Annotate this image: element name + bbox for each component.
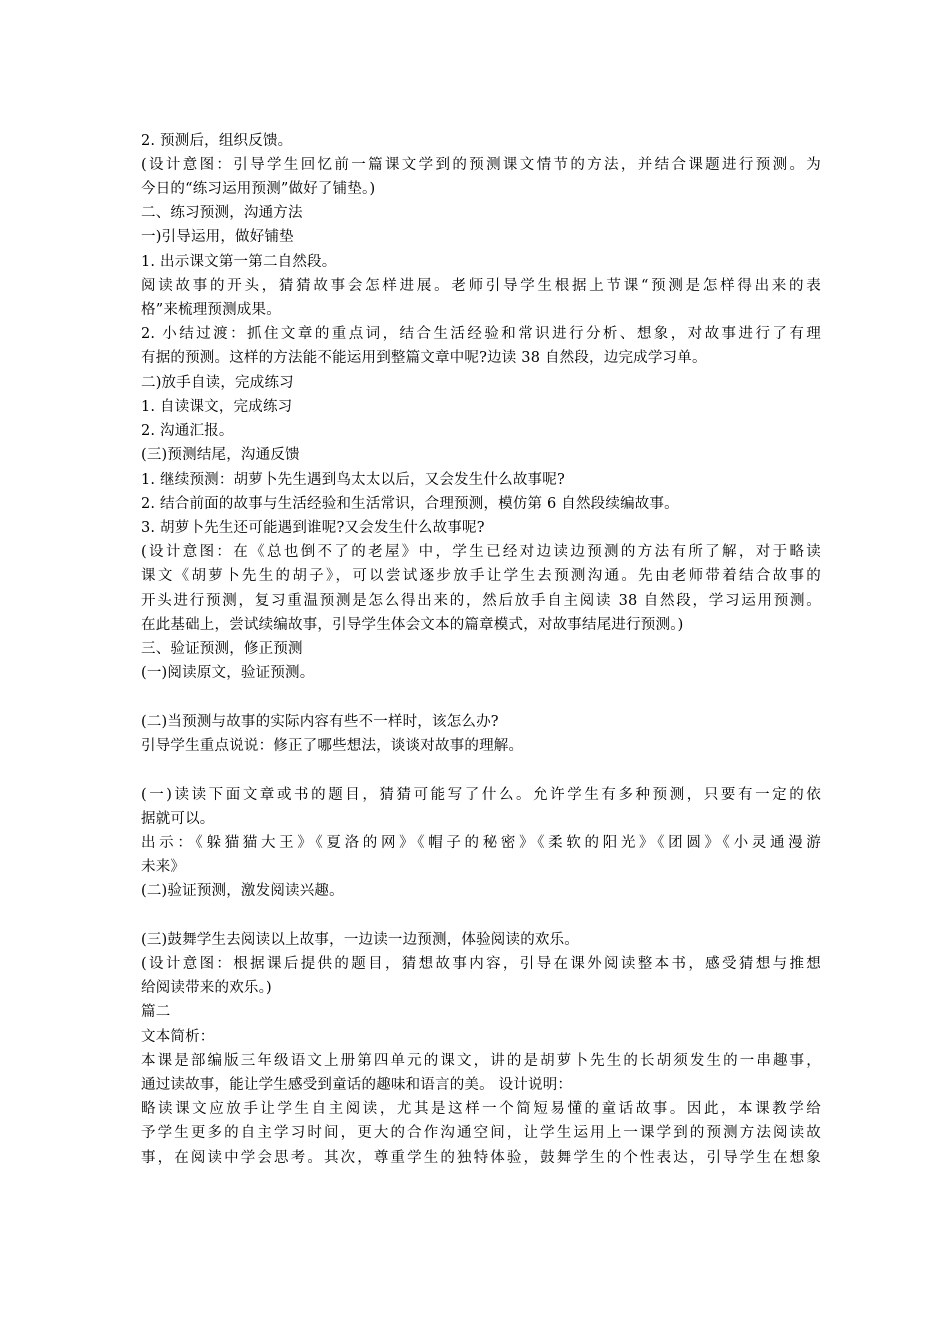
text-line: 3. 胡萝卜先生还可能遇到谁呢?又会发生什么故事呢?	[141, 520, 485, 536]
text-line: 有据的预测。这样的方法能不能运用到整篇文章中呢?边读 38 自然段，边完成学习单。	[141, 350, 707, 366]
text-line: 予学生更多的自主学习时间，更大的合作沟通空间，让学生运用上一课学到的预测方法阅读故	[141, 1125, 821, 1141]
text-line: 在此基础上，尝试续编故事，引导学生体会文本的篇章模式，对故事结尾进行预测。)	[141, 617, 684, 633]
text-line: 2. 预测后，组织反馈。	[141, 133, 293, 149]
text-line: (二)当预测与故事的实际内容有些不一样时，该怎么办?	[141, 714, 499, 730]
text-line: 格”来梳理预测成果。	[141, 302, 281, 318]
text-line: 文本简析：	[141, 1029, 215, 1045]
text-line: 三、验证预测，修正预测	[141, 641, 303, 657]
text-line: 二、练习预测，沟通方法	[141, 205, 303, 221]
text-line: (设计意图：根据课后提供的题目，猜想故事内容，引导在课外阅读整本书，感受猜想与推想	[141, 956, 821, 972]
text-line: 本课是部编版三年级语文上册第四单元的课文，讲的是胡萝卜先生的长胡须发生的一串趣事，	[141, 1053, 821, 1069]
text-line: 出示：《躲猫猫大王》《夏洛的网》《帽子的秘密》《柔软的阳光》《团圆》《小灵通漫游	[141, 835, 821, 851]
text-line: 2. 结合前面的故事与生活经验和生活常识，合理预测，模仿第 6 自然段续编故事。	[141, 496, 679, 512]
text-line: 2. 沟通汇报。	[141, 423, 234, 439]
text-line: 1. 自读课文，完成练习	[141, 399, 293, 415]
text-line: 课文《胡萝卜先生的胡子》，可以尝试逐步放手让学生去预测沟通。先由老师带着结合故事的	[141, 568, 821, 584]
text-line: (二)验证预测，激发阅读兴趣。	[141, 883, 344, 899]
text-line: 今日的“练习运用预测”做好了铺垫。)	[141, 181, 376, 197]
text-line: 篇二	[141, 1004, 171, 1020]
text-line: 开头进行预测，复习重温预测是怎么得出来的，然后放手自主阅读 38 自然段，学习运用预测。	[141, 593, 821, 609]
text-line: (一)读读下面文章或书的题目，猜猜可能写了什么。允许学生有多种预测，只要有一定的依	[141, 787, 821, 803]
text-line: 略读课文应放手让学生自主阅读，尤其是这样一个简短易懂的童话故事。因此，本课教学给	[141, 1101, 821, 1117]
text-line: (设计意图：引导学生回忆前一篇课文学到的预测课文情节的方法，并结合课题进行预测。为	[141, 157, 821, 173]
text-line: (三)鼓舞学生去阅读以上故事，一边读一边预测，体验阅读的欢乐。	[141, 932, 580, 948]
text-line: 引导学生重点说说：修正了哪些想法，谈谈对故事的理解。	[141, 738, 524, 754]
text-line: 阅读故事的开头，猜猜故事会怎样进展。老师引导学生根据上节课“预测是怎样得出来的表	[141, 278, 821, 294]
text-line: 给阅读带来的欢乐。)	[141, 980, 272, 996]
text-line: 事，在阅读中学会思考。其次，尊重学生的独特体验，鼓舞学生的个性表达，引导学生在想象	[141, 1150, 821, 1166]
text-line: 未来》	[141, 859, 186, 875]
text-line: 1. 继续预测：胡萝卜先生遇到鸟太太以后，又会发生什么故事呢?	[141, 472, 565, 488]
text-line: 1. 出示课文第一第二自然段。	[141, 254, 337, 270]
text-line: (设计意图：在《总也倒不了的老屋》中，学生已经对边读边预测的方法有所了解，对于略读	[141, 544, 821, 560]
text-line: 据就可以。	[141, 811, 215, 827]
text-line: 2. 小结过渡：抓住文章的重点词，结合生活经验和常识进行分析、想象，对故事进行了有理	[141, 326, 821, 342]
text-line: 通过读故事，能让学生感受到童话的趣味和语言的美。 设计说明：	[141, 1077, 573, 1093]
text-line: 二)放手自读，完成练习	[141, 375, 294, 391]
text-line: (三)预测结尾，沟通反馈	[141, 447, 300, 463]
text-line: (一)阅读原文，验证预测。	[141, 665, 315, 681]
text-line: 一)引导运用，做好铺垫	[141, 229, 294, 245]
